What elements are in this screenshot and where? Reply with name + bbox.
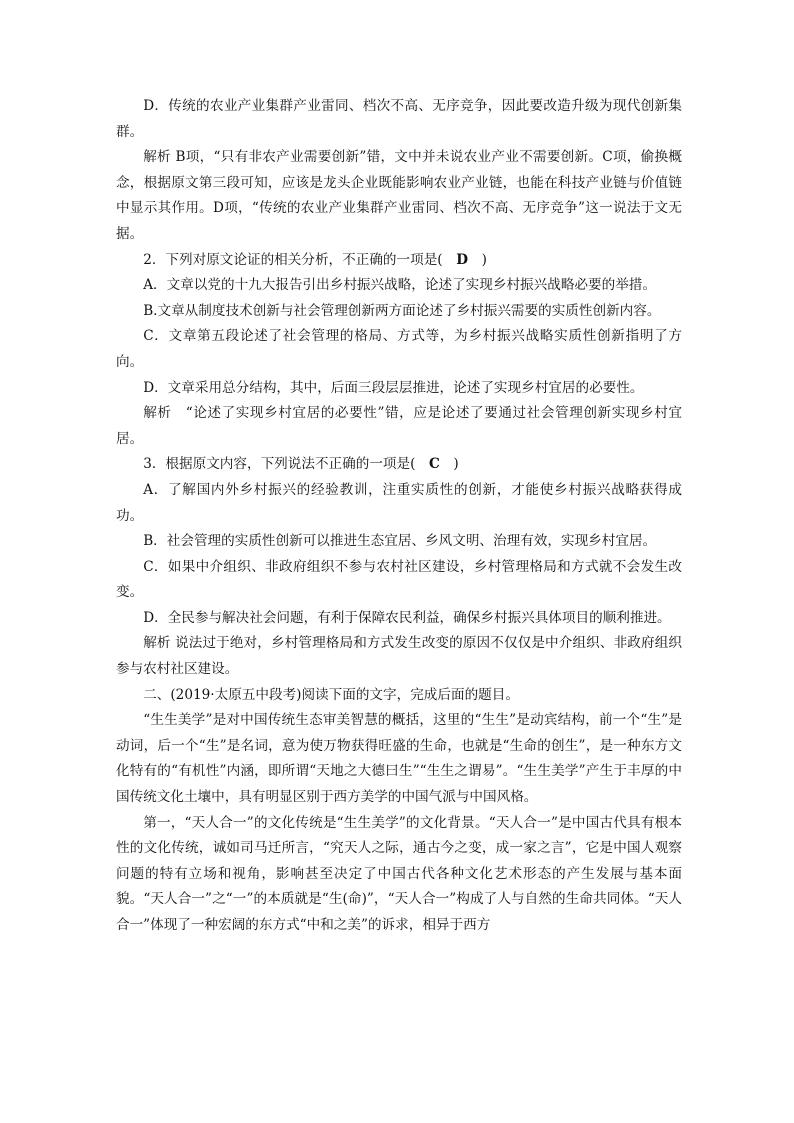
q2-option-d: D．文章采用总分结构，其中，后面三段层层推进，论述了实现乡村宜居的必要性。: [143, 379, 644, 396]
q3-stem-text: 3．根据原文内容，下列说法不正确的一项是(: [143, 456, 430, 473]
section2-paragraph-1: “生生美学”是对中国传统生态审美智慧的概括，这里的“生生”是动宾结构，前一个“生”是动词，后一个“生”是名词，意为使万物获得旺盛的生命，也就是“生命的创生”，是一种东方文化特有的“有机性”内涵，即所谓“天地之大德曰生”“生生之谓易”。“生生美学”产生于丰厚的中国传统文化土壤中，具有明显区别于西方美学的中国气派与中国风格。: [116, 712, 682, 806]
q3-option-a: A．了解国内外乡村振兴的经验教训，注重实质性的创新，才能使乡村振兴战略获得成功。: [116, 481, 682, 524]
q3-stem: [116, 452, 682, 478]
q1-option-d: D．传统的农业产业集群产业雷同、档次不高、无序竞争，因此要改造升级为现代创新集群。: [116, 98, 682, 140]
q3-analysis: 解析 说法过于绝对，乡村管理格局和方式发生改变的原因不仅仅是中介组织、非政府组织参与农村社区建设。: [116, 635, 682, 678]
section2-paragraph-2: 第一，“天人合一”的文化传统是“生生美学”的文化背景。“天人合一”是中国古代具有根本性的文化传统，诚如司马迁所言，“究天人之际，通古今之变，成一家之言”，它是中国人观察问题的特有立场和视角，影响甚至决定了中国古代各种文化艺术形态的产生发展与基本面貌。“天人合一”之“一”的本质就是“生(命)”，“天人合一”构成了人与自然的生命共同体。“天人合一”体现了一种宏阔的东方式“中和之美”的诉求，相异于西方: [116, 814, 682, 933]
q2-option-c: C．文章第五段论述了社会管理的格局、方式等，为乡村振兴战略实质性创新指明了方向。: [116, 328, 682, 370]
q1-analysis: 解析 B项，“只有非农产业需要创新”错，文中并未说农业产业不需要创新。C项，偷换概念，根据原文第三段可知，应该是龙头企业既能影响农业产业链，也能在科技产业链与价值链中显示其作用。D项，“传统的农业产业集群产业雷同、档次不高、无序竞争”这一说法于文无据。: [116, 149, 682, 242]
document-body: [116, 94, 682, 939]
q2-option-a: A．文章以党的十九大报告引出乡村振兴战略，论述了实现乡村振兴战略必要的举措。: [143, 277, 656, 294]
q2-analysis: 解析 “论述了实现乡村宜居的必要性”错，应是论述了要通过社会管理创新实现乡村宜居。: [116, 405, 682, 447]
q3-option-b: B．社会管理的实质性创新可以推进生态宜居、乡风文明、治理有效，实现乡村宜居。: [143, 533, 657, 550]
q3-stem-close: ): [439, 456, 459, 473]
q2-answer: D: [456, 251, 468, 268]
q2-stem-close: ): [468, 251, 487, 268]
q2-stem: [116, 248, 682, 274]
q2-option-b: B.文章从制度技术创新与社会管理创新两方面论述了乡村振兴需要的实质性创新内容。: [143, 302, 661, 319]
q3-option-c: C．如果中介组织、非政府组织不参与农村社区建设，乡村管理格局和方式就不会发生改变。: [116, 558, 682, 601]
q3-option-d: D．全民参与解决社会问题，有利于保障农民利益，确保乡村振兴具体项目的顺利推进。: [143, 609, 671, 626]
q2-stem-text: 2．下列对原文论证的相关分析，不正确的一项是(: [143, 251, 457, 268]
q3-answer: C: [429, 456, 440, 473]
section2-heading: 二、(2019·太原五中段考)阅读下面的文字，完成后面的题目。: [143, 686, 519, 703]
